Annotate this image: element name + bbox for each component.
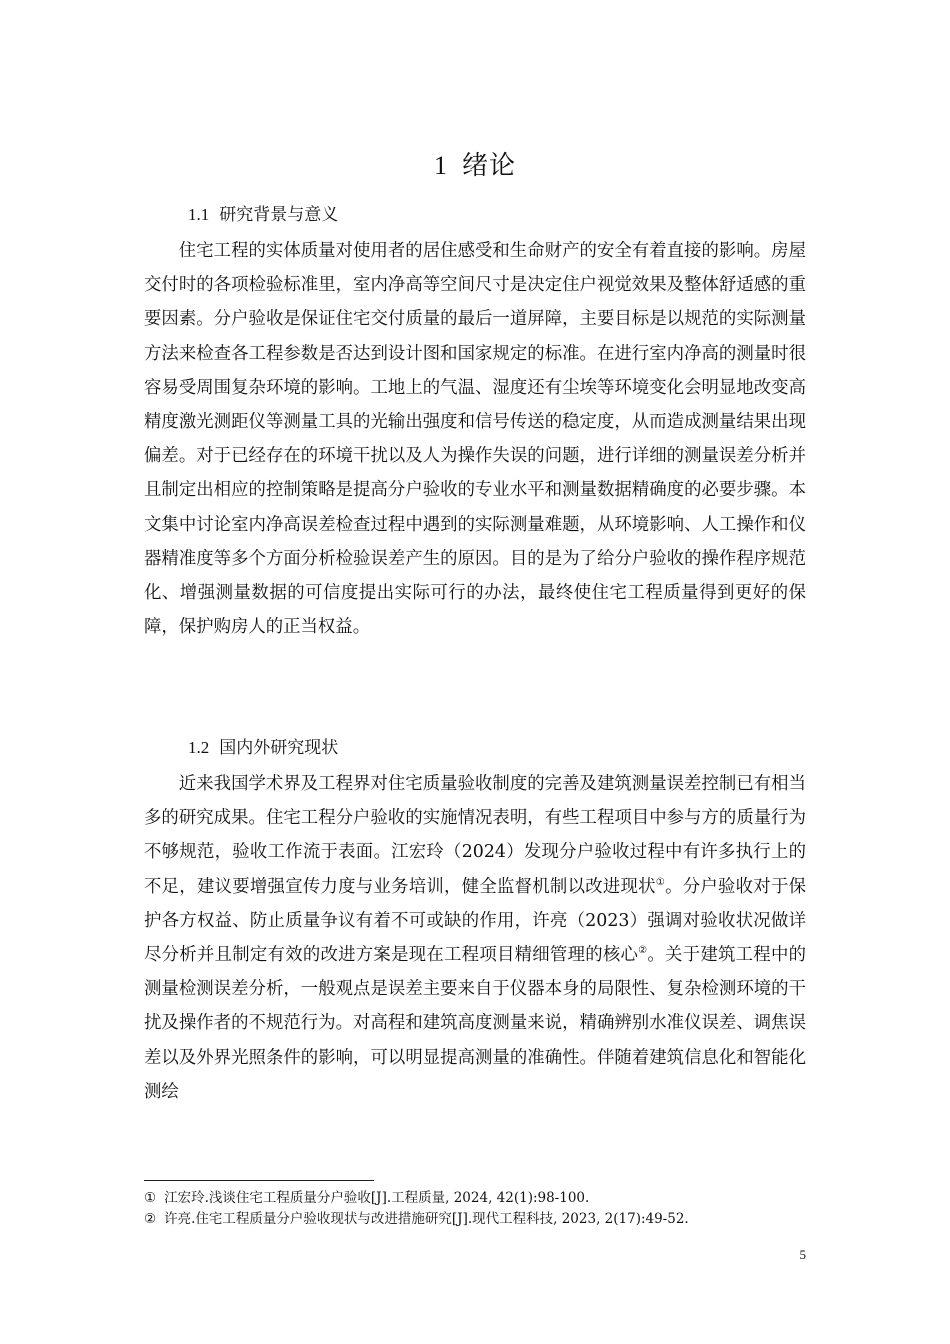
section-heading-1-2 (188, 736, 338, 760)
footnote-text: 许亮.住宅工程质量分户验收现状与改进措施研究[J].现代工程科技, 2023, 2(17):49-52. (164, 1211, 689, 1227)
paragraph-part: 。关于建筑工程中的测量检测误差分析，一般观点是误差主要来自于仪器本身的局限性、复杂检测环境的干扰及操作者的不规范行为。对高程和建筑高度测量来说，精确辨别水准仪误差、调焦误差以及外界光照条件的影响，可以明显提高测量的准确性。伴随着建筑信息化和智能化测绘 (144, 945, 806, 1102)
footnotes (144, 1188, 806, 1230)
footnote-ref-2[interactable]: ② (638, 945, 648, 957)
chapter-title-text: 绪论 (461, 151, 516, 181)
footnote-mark: ① (144, 1190, 157, 1206)
chapter-title (0, 146, 950, 186)
footnote-divider (144, 1180, 374, 1181)
section-number: 1.1 (188, 205, 210, 224)
paragraph-research-status (144, 767, 806, 1109)
page-number: 5 (799, 1247, 806, 1262)
paragraph-part: 。分户验收对于保护各方权益、防止质量争议有着不可或缺的作用，许亮（2023）强调对验收状况做详尽分析并且制定有效的改进方案是现在工程项目精细管理的核心 (144, 876, 806, 966)
section-title: 研究背景与意义 (219, 205, 339, 225)
chapter-number: 1 (433, 151, 448, 180)
footnote-1 (144, 1188, 806, 1209)
paragraph-part: 近来我国学术界及工程界对住宅质量验收制度的完善及建筑测量误差控制已有相当多的研究成果。住宅工程分户验收的实施情况表明，有些工程项目中参与方的质量行为不够规范，验收工作流于表面。江宏玲（2024）发现分户验收过程中有许多执行上的不足，建议要增强宣传力度与业务培训，健全监督机制以改进现状 (144, 774, 806, 897)
footnote-text: 江宏玲.浅谈住宅工程质量分户验收[J].工程质量, 2024, 42(1):98-100. (164, 1190, 590, 1206)
section-heading-1-1 (188, 203, 338, 227)
footnote-ref-1[interactable]: ① (655, 876, 666, 888)
section-title: 国内外研究现状 (219, 738, 339, 758)
footnote-2 (144, 1209, 806, 1230)
paragraph-research-background: 住宅工程的实体质量对使用者的居住感受和生命财产的安全有着直接的影响。房屋交付时的各项检验标准里，室内净高等空间尺寸是决定住户视觉效果及整体舒适感的重要因素。分户验收是保证住宅交付质量的最后一道屏障，主要目标是以规范的实际测量方法来检查各工程参数是否达到设计图和国家规定的标准。在进行室内净高的测量时很容易受周围复杂环境的影响。工地上的气温、湿度还有尘埃等环境变化会明显地改变高精度激光测距仪等测量工具的光输出强度和信号传送的稳定度，从而造成测量结果出现偏差。对于已经存在的环境干扰以及人为操作失误的问题，进行详细的测量误差分析并且制定出相应的控制策略是提高分户验收的专业水平和测量数据精确度的必要步骤。本文集中讨论室内净高误差检查过程中遇到的实际测量难题，从环境影响、人工操作和仪器精准度等多个方面分析检验误差产生的原因。目的是为了给分户验收的操作程序规范化、增强测量数据的可信度提出实际可行的办法，最终使住宅工程质量得到更好的保障，保护购房人的正当权益。 (144, 241, 806, 638)
section-number: 1.2 (188, 738, 210, 757)
footnote-mark: ② (144, 1211, 157, 1227)
